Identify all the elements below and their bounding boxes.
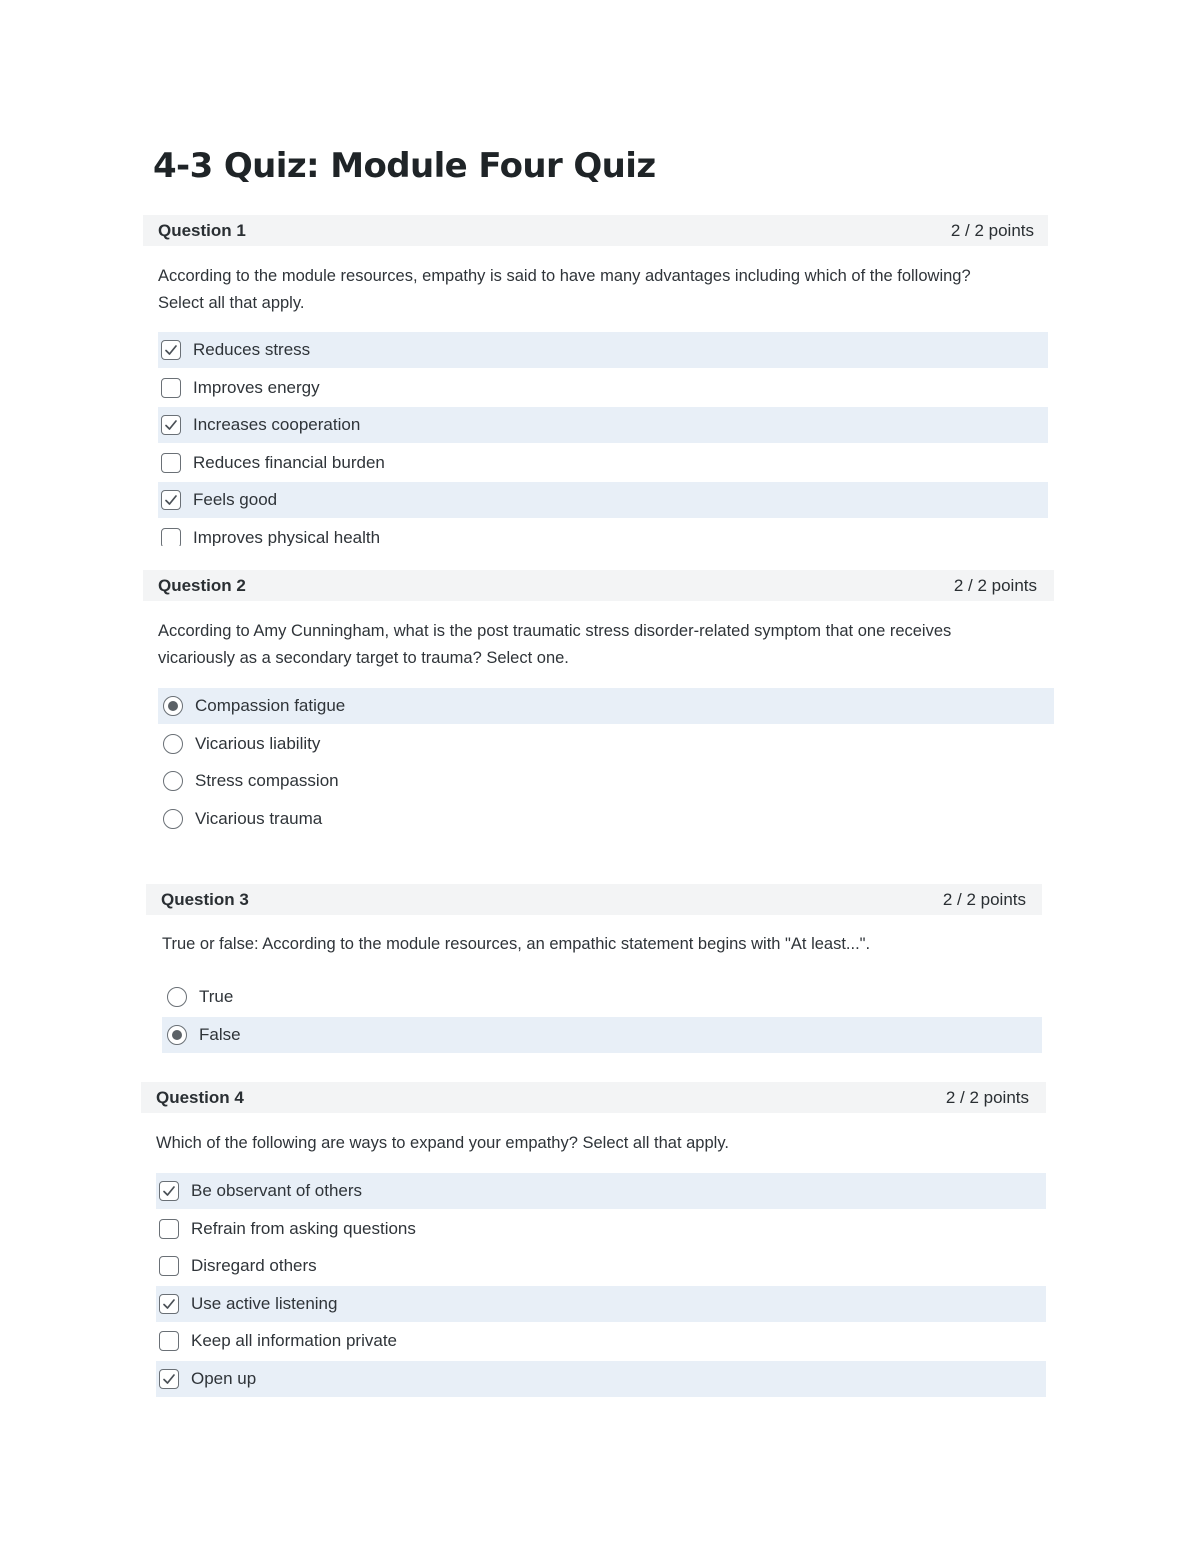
radio-dot [172,1030,182,1040]
radio-selected-icon[interactable] [163,696,183,716]
question-header [143,215,1048,246]
radio-unselected-icon[interactable] [163,734,183,754]
answer-option-label: Reduces financial burden [193,452,385,472]
answer-options [158,332,1048,546]
question-points: 2 / 2 points [942,889,1026,909]
question-number: Question 1 [158,220,246,240]
answer-option[interactable] [158,407,1048,443]
answer-option[interactable] [156,1173,1046,1209]
answer-option-label: Disregard others [191,1256,317,1275]
question-points: 2 / 2 points [945,1087,1029,1107]
answer-option[interactable] [158,445,1048,481]
radio-dot [168,701,178,711]
question-number: Question 4 [156,1087,244,1107]
radio-unselected-icon[interactable] [163,771,183,791]
question-text: Which of the following are ways to expand your empathy? Select all that apply. [156,1134,729,1152]
answer-option-label: Be observant of others [191,1181,363,1200]
answer-option-label: Stress compassion [195,771,339,790]
question-header [143,570,1054,601]
question-3 [146,884,1042,1054]
answer-option[interactable] [158,520,1048,547]
page-title: 4-3 Quiz: Module Four Quiz [153,146,656,186]
question-2 [143,570,1054,838]
answer-option-label: Refrain from asking questions [191,1218,416,1238]
answer-options [158,688,1054,837]
answer-option[interactable] [156,1323,1046,1359]
answer-option[interactable] [158,688,1054,724]
answer-option-label: Improves physical health [193,527,381,546]
answer-option[interactable] [158,763,1054,799]
answer-option-label: False [199,1024,241,1044]
answer-option[interactable] [156,1286,1046,1322]
question-4 [141,1082,1046,1398]
answer-option[interactable] [158,482,1048,518]
radio-unselected-icon[interactable] [163,809,183,829]
answer-option[interactable] [158,332,1048,368]
answer-option[interactable] [158,726,1054,762]
answer-option[interactable] [158,801,1054,837]
radio-selected-icon[interactable] [167,1025,187,1045]
question-points: 2 / 2 points [950,220,1034,240]
question-number: Question 3 [161,889,249,909]
question-text: True or false: According to the module resources, an empathic statement begins with "At least...". [162,935,871,953]
answer-option-label: Open up [191,1368,257,1388]
question-number: Question 2 [158,575,246,595]
question-points: 2 / 2 points [953,575,1037,595]
question-text: According to Amy Cunningham, what is the post traumatic stress disorder-related symptom that one receives vicariously as a secondary target to trauma? Select one. [158,622,952,667]
checkbox-checked-icon[interactable] [161,415,181,435]
answer-option-label: Compassion fatigue [195,696,346,715]
answer-option-label: Reduces stress [193,340,311,359]
answer-option[interactable] [162,1017,1042,1053]
checkbox-unchecked-icon[interactable] [159,1256,179,1276]
answer-option-label: Increases cooperation [193,415,361,434]
checkbox-unchecked-icon[interactable] [159,1219,179,1239]
answer-option[interactable] [156,1361,1046,1397]
checkbox-checked-icon[interactable] [161,340,181,360]
checkbox-checked-icon[interactable] [159,1369,179,1389]
answer-option[interactable] [156,1248,1046,1284]
question-header [146,884,1042,915]
answer-option-label: Keep all information private [191,1331,398,1350]
checkbox-unchecked-icon[interactable] [161,378,181,398]
answer-options [156,1173,1046,1397]
checkbox-unchecked-icon[interactable] [161,528,181,547]
question-1 [143,215,1048,546]
answer-option-label: Use active listening [191,1293,338,1313]
radio-unselected-icon[interactable] [167,987,187,1007]
answer-option-label: Feels good [193,490,278,509]
checkbox-checked-icon[interactable] [159,1294,179,1314]
checkbox-unchecked-icon[interactable] [159,1331,179,1351]
answer-option-label: Vicarious trauma [195,808,323,828]
question-header [141,1082,1046,1113]
answer-option-label: True [199,987,234,1006]
answer-option[interactable] [158,370,1048,406]
answer-options [162,979,1042,1053]
answer-option[interactable] [156,1211,1046,1247]
answer-option-label: Improves energy [193,377,320,397]
answer-option-label: Vicarious liability [195,733,321,753]
checkbox-unchecked-icon[interactable] [161,453,181,473]
checkbox-checked-icon[interactable] [161,490,181,510]
answer-option[interactable] [162,979,1042,1015]
checkbox-checked-icon[interactable] [159,1181,179,1201]
question-text: According to the module resources, empathy is said to have many advantages including which of the following? Select all that apply. [158,267,971,312]
